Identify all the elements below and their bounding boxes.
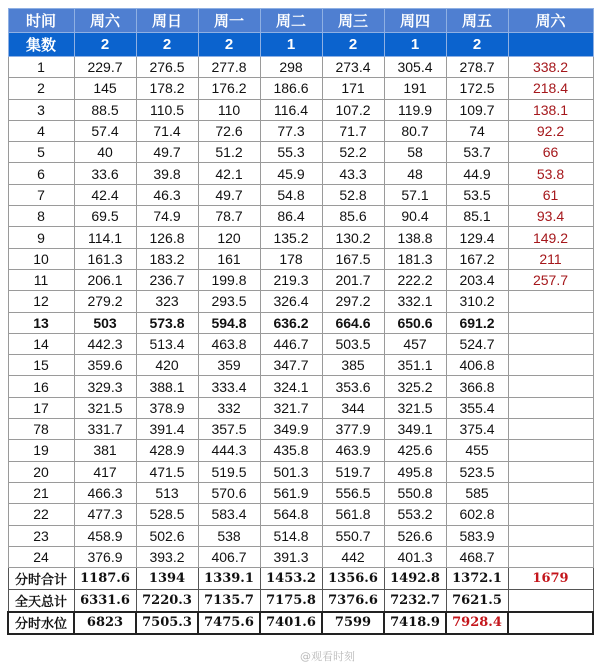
value-cell: 463.8 [198, 333, 260, 354]
value-cell: 49.7 [136, 142, 198, 163]
value-cell: 77.3 [260, 120, 322, 141]
value-cell: 119.9 [384, 99, 446, 120]
value-cell: 58 [384, 142, 446, 163]
value-cell: 503.5 [322, 333, 384, 354]
hour-cell: 4 [8, 120, 74, 141]
value-cell: 457 [384, 333, 446, 354]
value-cell: 138.8 [384, 227, 446, 248]
value-cell: 129.4 [446, 227, 508, 248]
extra-value-cell [508, 546, 593, 567]
table-row [8, 99, 593, 120]
value-cell: 344 [322, 397, 384, 418]
value-cell: 471.5 [136, 461, 198, 482]
level-cell: 6823 [74, 612, 136, 634]
value-cell: 297.2 [322, 291, 384, 312]
extra-value-cell: 61 [508, 184, 593, 205]
value-cell: 53.5 [446, 184, 508, 205]
value-cell: 176.2 [198, 78, 260, 99]
value-cell: 501.3 [260, 461, 322, 482]
value-cell: 550.7 [322, 525, 384, 546]
value-cell: 375.4 [446, 419, 508, 440]
value-cell: 167.5 [322, 248, 384, 269]
level-cell: 7505.3 [136, 612, 198, 634]
value-cell: 458.9 [74, 525, 136, 546]
hour-cell: 23 [8, 525, 74, 546]
value-cell: 526.6 [384, 525, 446, 546]
value-cell: 85.6 [322, 206, 384, 227]
subtotal-label: 分时合计 [8, 568, 74, 590]
value-cell: 45.9 [260, 163, 322, 184]
value-cell: 305.4 [384, 57, 446, 78]
extra-episode-count [508, 33, 593, 57]
value-cell: 52.2 [322, 142, 384, 163]
level-label: 分时水位 [8, 612, 74, 634]
value-cell: 203.4 [446, 269, 508, 290]
extra-value-cell [508, 397, 593, 418]
extra-value-cell [508, 355, 593, 376]
episode-count: 2 [446, 33, 508, 57]
extra-value-cell [508, 482, 593, 503]
value-cell: 664.6 [322, 312, 384, 333]
value-cell: 391.3 [260, 546, 322, 567]
value-cell: 366.8 [446, 376, 508, 397]
value-cell: 455 [446, 440, 508, 461]
value-cell: 110 [198, 99, 260, 120]
table-row [8, 269, 593, 290]
extra-value-cell [508, 440, 593, 461]
value-cell: 585 [446, 482, 508, 503]
value-cell: 321.7 [260, 397, 322, 418]
value-cell: 524.7 [446, 333, 508, 354]
value-cell: 583.9 [446, 525, 508, 546]
value-cell: 107.2 [322, 99, 384, 120]
table-row [8, 355, 593, 376]
value-cell: 602.8 [446, 504, 508, 525]
hour-cell: 1 [8, 57, 74, 78]
value-cell: 178 [260, 248, 322, 269]
extra-value-cell: 218.4 [508, 78, 593, 99]
value-cell: 324.1 [260, 376, 322, 397]
header-row [8, 9, 593, 33]
value-cell: 201.7 [322, 269, 384, 290]
value-cell: 564.8 [260, 504, 322, 525]
episode-count: 2 [322, 33, 384, 57]
total-extra-cell [508, 590, 593, 612]
subtotal-cell: 1394 [136, 568, 198, 590]
table-row [8, 163, 593, 184]
hour-cell: 10 [8, 248, 74, 269]
value-cell: 553.2 [384, 504, 446, 525]
table-row [8, 227, 593, 248]
value-cell: 466.3 [74, 482, 136, 503]
value-cell: 46.3 [136, 184, 198, 205]
table-row [8, 291, 593, 312]
value-cell: 391.4 [136, 419, 198, 440]
value-cell: 199.8 [198, 269, 260, 290]
value-cell: 54.8 [260, 184, 322, 205]
hourly-data [8, 57, 593, 568]
value-cell: 126.8 [136, 227, 198, 248]
value-cell: 388.1 [136, 376, 198, 397]
value-cell: 428.9 [136, 440, 198, 461]
value-cell: 359 [198, 355, 260, 376]
value-cell: 277.8 [198, 57, 260, 78]
value-cell: 468.7 [446, 546, 508, 567]
extra-value-cell: 257.7 [508, 269, 593, 290]
value-cell: 444.3 [198, 440, 260, 461]
episode-count: 1 [260, 33, 322, 57]
value-cell: 556.5 [322, 482, 384, 503]
day-header: 周六 [74, 9, 136, 33]
value-cell: 161 [198, 248, 260, 269]
value-cell: 109.7 [446, 99, 508, 120]
value-cell: 183.2 [136, 248, 198, 269]
value-cell: 477.3 [74, 504, 136, 525]
subtotal-extra-cell: 1679 [508, 568, 593, 590]
day-header: 周五 [446, 9, 508, 33]
table-row [8, 419, 593, 440]
value-cell: 353.6 [322, 376, 384, 397]
value-cell: 52.8 [322, 184, 384, 205]
value-cell: 80.7 [384, 120, 446, 141]
value-cell: 72.6 [198, 120, 260, 141]
value-cell: 186.6 [260, 78, 322, 99]
value-cell: 357.5 [198, 419, 260, 440]
hour-cell: 9 [8, 227, 74, 248]
table-row [8, 184, 593, 205]
level-cell: 7418.9 [384, 612, 446, 634]
extra-value-cell [508, 461, 593, 482]
value-cell: 326.4 [260, 291, 322, 312]
value-cell: 293.5 [198, 291, 260, 312]
day-header: 周四 [384, 9, 446, 33]
value-cell: 333.4 [198, 376, 260, 397]
watermark: @观看时刻 [300, 650, 355, 663]
extra-value-cell: 92.2 [508, 120, 593, 141]
value-cell: 86.4 [260, 206, 322, 227]
value-cell: 381 [74, 440, 136, 461]
value-cell: 43.3 [322, 163, 384, 184]
value-cell: 377.9 [322, 419, 384, 440]
hour-cell: 19 [8, 440, 74, 461]
episodes-label: 集数 [8, 33, 74, 57]
value-cell: 33.6 [74, 163, 136, 184]
value-cell: 425.6 [384, 440, 446, 461]
value-cell: 406.8 [446, 355, 508, 376]
value-cell: 310.2 [446, 291, 508, 312]
value-cell: 130.2 [322, 227, 384, 248]
extra-value-cell [508, 312, 593, 333]
value-cell: 583.4 [198, 504, 260, 525]
extra-value-cell: 149.2 [508, 227, 593, 248]
day-header: 周三 [322, 9, 384, 33]
total-cell: 7232.7 [384, 590, 446, 612]
extra-value-cell: 338.2 [508, 57, 593, 78]
value-cell: 378.9 [136, 397, 198, 418]
hour-cell: 8 [8, 206, 74, 227]
value-cell: 278.7 [446, 57, 508, 78]
total-cell: 6331.6 [74, 590, 136, 612]
value-cell: 446.7 [260, 333, 322, 354]
table-row [8, 525, 593, 546]
day-header: 周二 [260, 9, 322, 33]
value-cell: 42.4 [74, 184, 136, 205]
episode-count: 1 [384, 33, 446, 57]
value-cell: 172.5 [446, 78, 508, 99]
viewership-table [7, 8, 594, 635]
value-cell: 110.5 [136, 99, 198, 120]
hour-cell: 2 [8, 78, 74, 99]
table-row [8, 120, 593, 141]
subtotal-cell: 1492.8 [384, 568, 446, 590]
level-cell-highlight: 7928.4 [446, 612, 508, 634]
value-cell: 85.1 [446, 206, 508, 227]
value-cell: 236.7 [136, 269, 198, 290]
total-cell: 7135.7 [198, 590, 260, 612]
episode-count: 2 [74, 33, 136, 57]
subtotal-cell: 1356.6 [322, 568, 384, 590]
value-cell: 420 [136, 355, 198, 376]
extra-value-cell: 211 [508, 248, 593, 269]
table-row [8, 376, 593, 397]
table-row [8, 206, 593, 227]
value-cell: 178.2 [136, 78, 198, 99]
table-row [8, 546, 593, 567]
value-cell: 538 [198, 525, 260, 546]
hour-cell: 12 [8, 291, 74, 312]
table-row [8, 333, 593, 354]
value-cell: 442 [322, 546, 384, 567]
level-cell: 7599 [322, 612, 384, 634]
level-row [8, 612, 593, 634]
total-cell: 7621.5 [446, 590, 508, 612]
table-row [8, 461, 593, 482]
value-cell: 229.7 [74, 57, 136, 78]
value-cell: 57.1 [384, 184, 446, 205]
value-cell: 349.9 [260, 419, 322, 440]
value-cell: 44.9 [446, 163, 508, 184]
level-extra-cell [508, 612, 593, 634]
value-cell: 57.4 [74, 120, 136, 141]
value-cell: 279.2 [74, 291, 136, 312]
hour-cell: 24 [8, 546, 74, 567]
table-row [8, 397, 593, 418]
total-cell: 7220.3 [136, 590, 198, 612]
value-cell: 332 [198, 397, 260, 418]
value-cell: 42.1 [198, 163, 260, 184]
table-row [8, 78, 593, 99]
value-cell: 222.2 [384, 269, 446, 290]
value-cell: 691.2 [446, 312, 508, 333]
value-cell: 88.5 [74, 99, 136, 120]
value-cell: 393.2 [136, 546, 198, 567]
extra-day-header: 周六 [508, 9, 593, 33]
total-cell: 7376.6 [322, 590, 384, 612]
hour-cell: 22 [8, 504, 74, 525]
day-header: 周日 [136, 9, 198, 33]
value-cell: 570.6 [198, 482, 260, 503]
hour-cell: 21 [8, 482, 74, 503]
value-cell: 573.8 [136, 312, 198, 333]
extra-value-cell: 93.4 [508, 206, 593, 227]
episode-count: 2 [198, 33, 260, 57]
table-row [8, 312, 593, 333]
extra-value-cell [508, 419, 593, 440]
value-cell: 503 [74, 312, 136, 333]
value-cell: 406.7 [198, 546, 260, 567]
hour-cell: 17 [8, 397, 74, 418]
extra-value-cell [508, 376, 593, 397]
extra-value-cell: 66 [508, 142, 593, 163]
value-cell: 523.5 [446, 461, 508, 482]
value-cell: 417 [74, 461, 136, 482]
hour-cell: 20 [8, 461, 74, 482]
value-cell: 332.1 [384, 291, 446, 312]
value-cell: 69.5 [74, 206, 136, 227]
value-cell: 513 [136, 482, 198, 503]
table-row [8, 57, 593, 78]
hour-cell: 15 [8, 355, 74, 376]
table-row [8, 504, 593, 525]
hour-cell: 78 [8, 419, 74, 440]
extra-value-cell [508, 291, 593, 312]
time-header: 时间 [8, 9, 74, 33]
hour-cell: 6 [8, 163, 74, 184]
value-cell: 376.9 [74, 546, 136, 567]
subtotal-cell: 1453.2 [260, 568, 322, 590]
value-cell: 331.7 [74, 419, 136, 440]
value-cell: 273.4 [322, 57, 384, 78]
value-cell: 347.7 [260, 355, 322, 376]
value-cell: 74 [446, 120, 508, 141]
table-row [8, 142, 593, 163]
value-cell: 550.8 [384, 482, 446, 503]
episodes-row [8, 33, 593, 57]
value-cell: 39.8 [136, 163, 198, 184]
level-cell: 7475.6 [198, 612, 260, 634]
subtotal-cell: 1339.1 [198, 568, 260, 590]
value-cell: 401.3 [384, 546, 446, 567]
value-cell: 71.4 [136, 120, 198, 141]
extra-value-cell [508, 504, 593, 525]
value-cell: 442.3 [74, 333, 136, 354]
value-cell: 463.9 [322, 440, 384, 461]
subtotal-row [8, 568, 593, 590]
value-cell: 74.9 [136, 206, 198, 227]
episode-count: 2 [136, 33, 198, 57]
total-label: 全天总计 [8, 590, 74, 612]
extra-value-cell: 138.1 [508, 99, 593, 120]
value-cell: 48 [384, 163, 446, 184]
value-cell: 219.3 [260, 269, 322, 290]
value-cell: 528.5 [136, 504, 198, 525]
value-cell: 359.6 [74, 355, 136, 376]
value-cell: 206.1 [74, 269, 136, 290]
total-cell: 7175.8 [260, 590, 322, 612]
summary-section [8, 568, 593, 634]
hour-cell: 5 [8, 142, 74, 163]
value-cell: 329.3 [74, 376, 136, 397]
value-cell: 325.2 [384, 376, 446, 397]
extra-value-cell [508, 333, 593, 354]
value-cell: 53.7 [446, 142, 508, 163]
subtotal-cell: 1372.1 [446, 568, 508, 590]
value-cell: 161.3 [74, 248, 136, 269]
table-row [8, 440, 593, 461]
table-row [8, 248, 593, 269]
value-cell: 120 [198, 227, 260, 248]
total-row [8, 590, 593, 612]
value-cell: 71.7 [322, 120, 384, 141]
extra-value-cell: 53.8 [508, 163, 593, 184]
value-cell: 636.2 [260, 312, 322, 333]
value-cell: 276.5 [136, 57, 198, 78]
extra-value-cell [508, 525, 593, 546]
value-cell: 51.2 [198, 142, 260, 163]
value-cell: 351.1 [384, 355, 446, 376]
value-cell: 78.7 [198, 206, 260, 227]
value-cell: 355.4 [446, 397, 508, 418]
hour-cell: 13 [8, 312, 74, 333]
value-cell: 298 [260, 57, 322, 78]
value-cell: 114.1 [74, 227, 136, 248]
subtotal-cell: 1187.6 [74, 568, 136, 590]
value-cell: 49.7 [198, 184, 260, 205]
value-cell: 519.7 [322, 461, 384, 482]
level-cell: 7401.6 [260, 612, 322, 634]
value-cell: 561.9 [260, 482, 322, 503]
value-cell: 514.8 [260, 525, 322, 546]
hour-cell: 14 [8, 333, 74, 354]
value-cell: 323 [136, 291, 198, 312]
value-cell: 181.3 [384, 248, 446, 269]
table-row [8, 482, 593, 503]
hour-cell: 7 [8, 184, 74, 205]
value-cell: 135.2 [260, 227, 322, 248]
value-cell: 519.5 [198, 461, 260, 482]
value-cell: 650.6 [384, 312, 446, 333]
day-header: 周一 [198, 9, 260, 33]
value-cell: 116.4 [260, 99, 322, 120]
value-cell: 561.8 [322, 504, 384, 525]
value-cell: 191 [384, 78, 446, 99]
value-cell: 385 [322, 355, 384, 376]
value-cell: 167.2 [446, 248, 508, 269]
value-cell: 90.4 [384, 206, 446, 227]
hour-cell: 3 [8, 99, 74, 120]
value-cell: 349.1 [384, 419, 446, 440]
value-cell: 40 [74, 142, 136, 163]
value-cell: 55.3 [260, 142, 322, 163]
hour-cell: 16 [8, 376, 74, 397]
value-cell: 321.5 [74, 397, 136, 418]
value-cell: 502.6 [136, 525, 198, 546]
value-cell: 435.8 [260, 440, 322, 461]
value-cell: 513.4 [136, 333, 198, 354]
hour-cell: 11 [8, 269, 74, 290]
value-cell: 145 [74, 78, 136, 99]
value-cell: 171 [322, 78, 384, 99]
value-cell: 594.8 [198, 312, 260, 333]
value-cell: 495.8 [384, 461, 446, 482]
value-cell: 321.5 [384, 397, 446, 418]
